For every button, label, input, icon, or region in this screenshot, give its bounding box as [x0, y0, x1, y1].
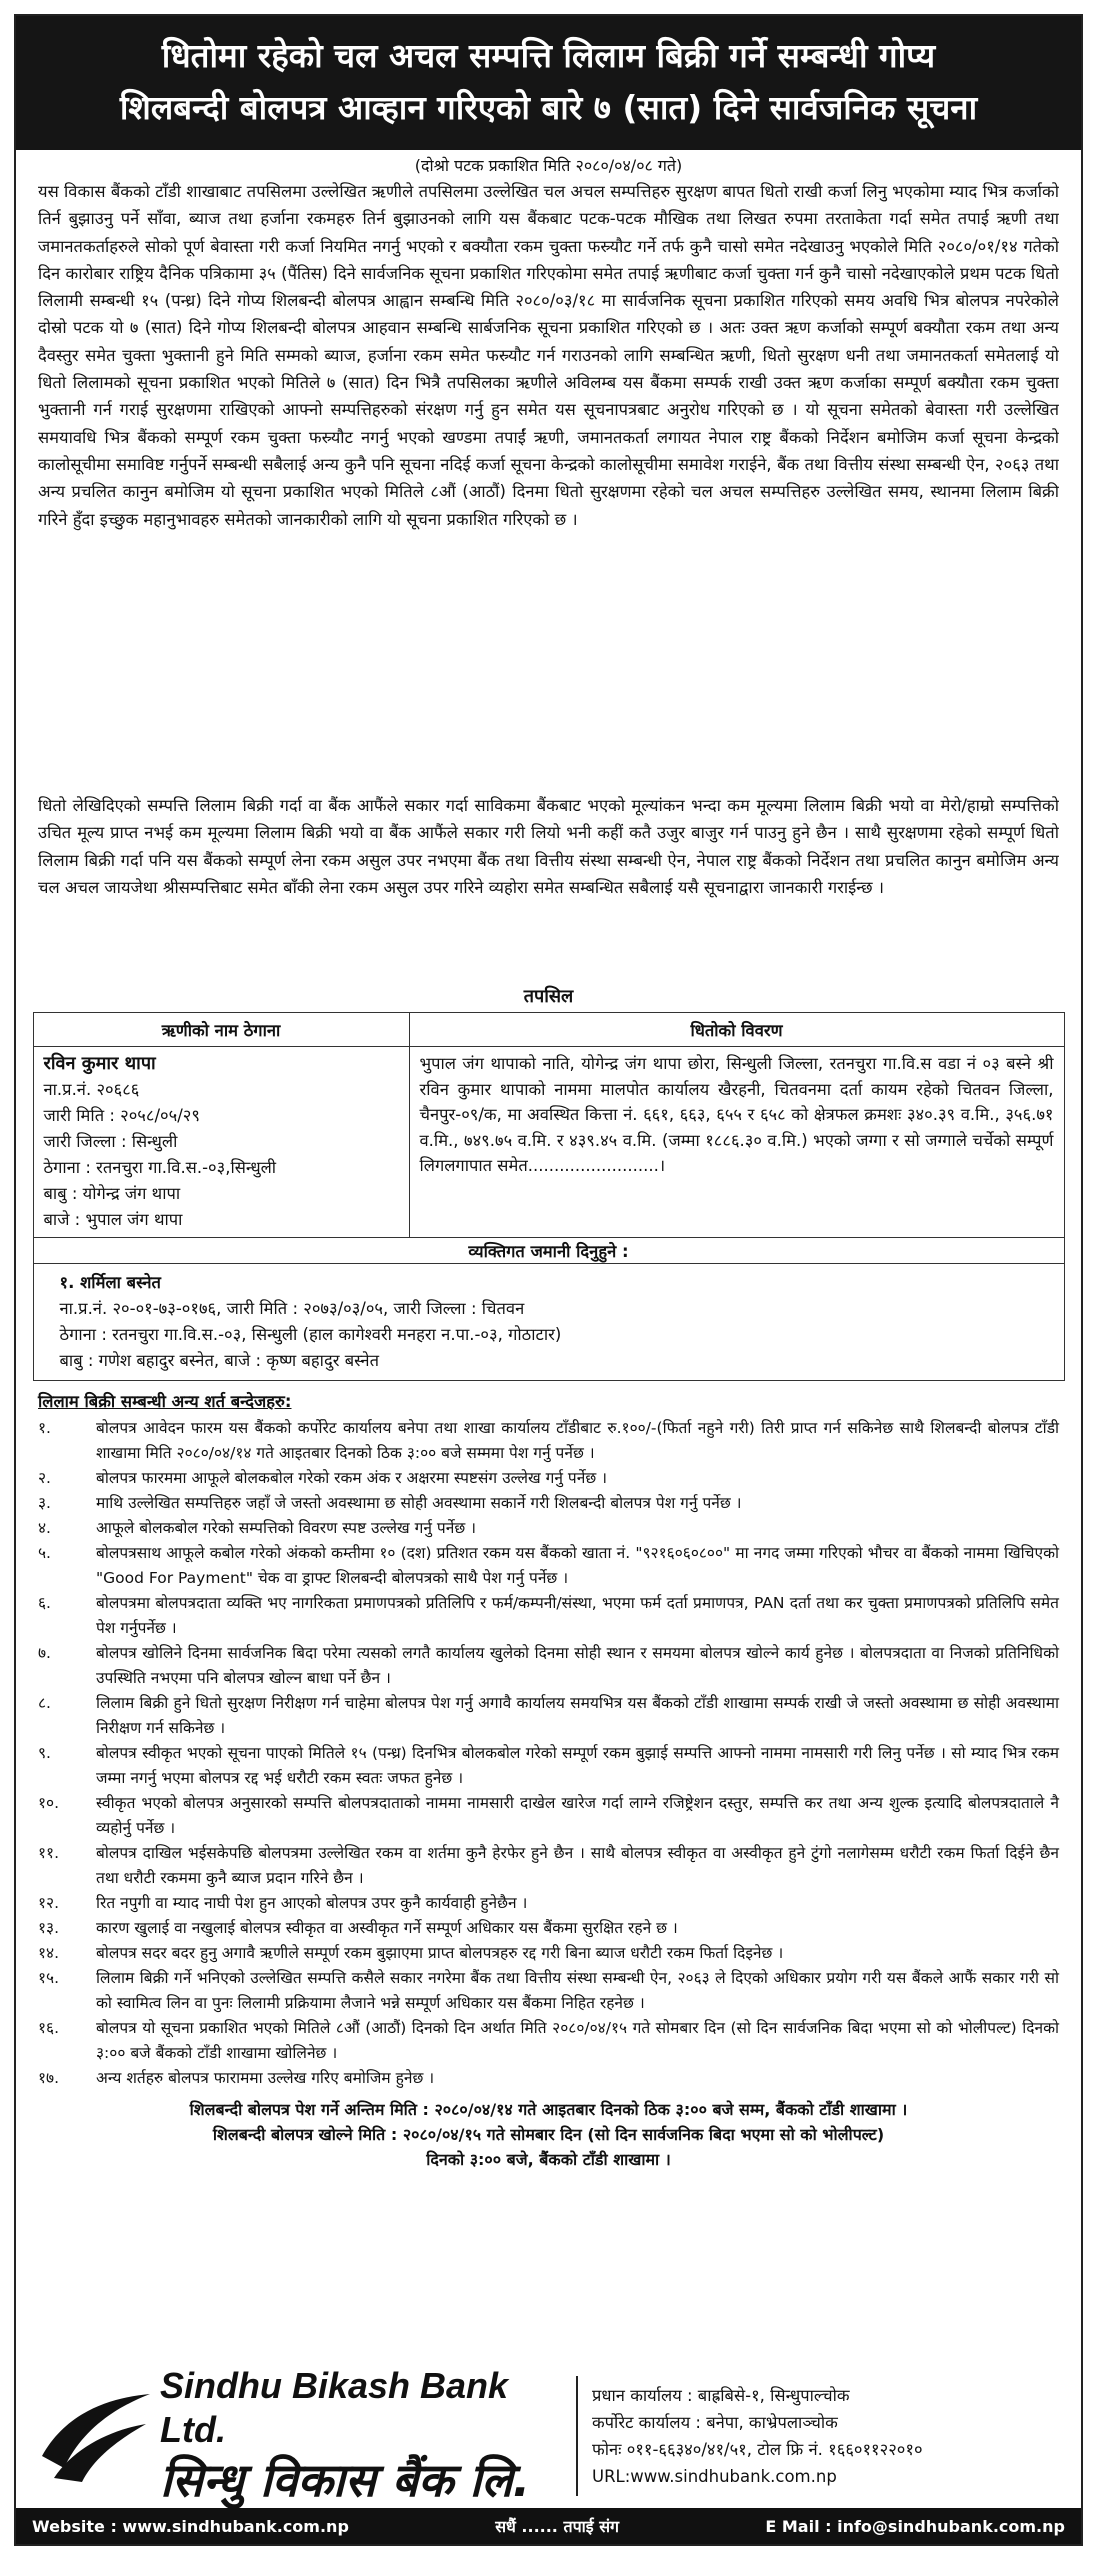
condition-text: आफूले बोलकबोल गरेको सम्पत्तिको विवरण स्पष्ट उल्लेख गर्नु पर्नेछ । — [96, 1519, 476, 1537]
condition-number: ५. — [38, 1544, 51, 1562]
guarantor-detail-line: ना.प्र.नं. २०-०१-७३-०१७६, जारी मिति : २०७३/०३/०५, जारी जिल्ला : चितवन — [59, 1299, 525, 1318]
condition-item — [38, 1516, 1059, 1541]
condition-number: १५. — [38, 1969, 60, 1987]
condition-text: बोलपत्र आवेदन फारम यस बैंकको कर्पोरेट कार्यालय बनेपा तथा शाखा कार्यालय टाँडीबाट रु.१००/-(फिर्ता नहुने गरी) तिरी प्राप्त गर्न सकिनेछ साथै शिलबन्दी बोलपत्र टाँडी शाखामा मिति २०८०/०४/१४ गते आइतबार दिनको ठिक ३:०० बजे सम्ममा पेश गर्नु पर्नेछ । — [96, 1419, 1059, 1462]
guarantor-detail-line: बाबु : गणेश बहादुर बस्नेत, बाजे : कृष्ण बहादुर बस्नेत — [59, 1351, 379, 1370]
condition-item — [38, 1841, 1059, 1891]
divider — [576, 2376, 578, 2496]
banner-title-line2: शिलबन्दी बोलपत्र आव्हान गरिएको बारे ७ (सात) दिने सार्वजनिक सूचना — [119, 88, 978, 127]
condition-item — [38, 1916, 1059, 1941]
condition-item — [38, 1591, 1059, 1641]
condition-text: बोलपत्र खोलिने दिनमा सार्वजनिक बिदा परेमा त्यसको लगतै कार्यालय खुलेको दिनमा सोही स्थान र समयमा बोलपत्र खोल्ने कार्य हुनेछ । बोलपत्रदाता वा निजको प्रतिनिधिको उपस्थिति नभएमा पनि बोलपत्र खोल्न बाधा पर्ने छैन । — [96, 1644, 1059, 1687]
notice-paragraph-2: धितो लेखिदिएको सम्पत्ति लिलाम बिक्री गर्दा वा बैंक आफैंले सकार गर्दा साविकमा बैंकबाट भएको मूल्यांकन भन्दा कम मूल्यमा लिलाम बिक्री भयो वा मेरो/हाम्रो सम्पत्तिको उचित मूल्य प्राप्त नभई कम मूल्यमा लिलाम बिक्री भयो वा बैंक आफैंले सकार गरी लियो भनी कहीं कतै उजुर बाजुर गर्न पाउनु हुने छैन । साथै सुरक्षणमा रहेको सम्पूर्ण धितो लिलाम बिक्री गर्दा पनि यस बैंकको सम्पूर्ण लेना रकम असुल उपर नभएमा बैंक तथा वित्तीय संस्था सम्बन्धी ऐन, नेपाल राष्ट्र बैंकको निर्देशन तथा प्रचलित कानुन बमोजिम अन्य चल अचल जायजेथा श्रीसम्पत्तिबाट समेत बाँकी लेना रकम असुल उपर गरिने व्यहोरा समेत सम्बन्धित सबैलाई यसै सूचनाद्वारा जानकारी गराईन्छ । — [38, 796, 1059, 897]
condition-text: कारण खुलाई वा नखुलाई बोलपत्र स्वीकृत वा अस्वीकृत गर्ने सम्पूर्ण अधिकार यस बैंकमा सुरक्षित रहने छ । — [96, 1919, 678, 1937]
condition-item — [38, 1791, 1059, 1841]
condition-text: अन्य शर्तहरु बोलपत्र फाराममा उल्लेख गरिए बमोजिम हुनेछ । — [96, 2069, 435, 2087]
bank-name-nepali: सिन्धु विकास बैंक लि. — [160, 2453, 531, 2507]
borrower-name: रविन कुमार थापा — [43, 1053, 156, 1074]
opening-date: शिलबन्दी बोलपत्र खोल्ने मिति : २०८०/०४/१५ गते सोमबार दिन (सो दिन सार्वजनिक बिदा भएमा सो को भोलीपल्ट) — [212, 2125, 885, 2144]
borrower-detail-line: जारी मिति : २०५८/०५/२९ — [43, 1106, 200, 1125]
condition-item — [38, 1466, 1059, 1491]
opening-time: दिनको ३:०० बजे, बैंकको टाँडी शाखामा । — [426, 2150, 671, 2169]
collateral-column-header: धितोको विवरण — [409, 1013, 1064, 1047]
tapasil-heading: तपसिल — [523, 986, 574, 1007]
borrower-column-header: ऋणीको नाम ठेगाना — [33, 1013, 409, 1047]
corporate-office: कर्पोरेट कार्यालय : बनेपा, काभ्रेपलाञ्चोक — [592, 2413, 838, 2432]
conditions-heading: लिलाम बिक्री सम्बन्धी अन्य शर्त बन्देजहरु: — [38, 1392, 292, 1411]
condition-text: बोलपत्र स्वीकृत भएको सूचना पाएको मितिले १५ (पन्ध्र) दिनभित्र बोलकबोल गरेको सम्पूर्ण रकम बुझाई सम्पत्ति आफ्नो नाममा नामसारी गरी लिनु पर्नेछ । सो म्याद भित्र रकम जम्मा नगर्नु भएमा बोलपत्र रद्द भई धरौटी रकम स्वतः जफत हुनेछ । — [96, 1744, 1059, 1787]
bank-name-english: Sindhu Bikash Bank Ltd. — [160, 2365, 509, 2450]
borrower-detail-line: बाजे : भुपाल जंग थापा — [43, 1210, 183, 1229]
condition-number: ४. — [38, 1519, 51, 1537]
condition-item — [38, 1966, 1059, 2016]
submission-deadline: शिलबन्दी बोलपत्र पेश गर्ने अन्तिम मिति : २०८०/०४/१४ गते आइतबार दिनको ठिक ३:०० बजे सम्म, बैंकको टाँडी शाखामा । — [189, 2100, 908, 2119]
condition-number: १७. — [38, 2069, 60, 2087]
collateral-cell: भुपाल जंग थापाको नाति, योगेन्द्र जंग थापा छोरा, सिन्धुली जिल्ला, रतनचुरा गा.वि.स वडा नं ०३ बस्ने श्री रविन कुमार थापाको नाममा मालपोत कार्यालय खैरहनी, चितवनमा दर्ता कायम रहेको चितवन जिल्ला, चैनपुर-०९/क, मा अवस्थित कित्ता नं. ६६१, ६६३, ६५५ र ६५८ को क्षेत्रफल क्रमशः ३४०.३९ व.मि., ३५६.७१ व.मि., ७४९.७५ व.मि. र ४३९.४५ व.मि. (जम्मा १८८६.३० व.मि.) भएको जग्गा र सो जग्गाले चर्चेको सम्पूर्ण लिगलगापात समेत.........................। — [409, 1047, 1064, 1238]
guarantor-cell — [33, 1264, 1064, 1381]
banner-title-line1: धितोमा रहेको चल अचल सम्पत्ति लिलाम बिक्री गर्ने सम्बन्धी गोप्य — [161, 36, 936, 75]
footer-email[interactable]: E Mail : info@sindhubank.com.np — [765, 2516, 1065, 2536]
condition-text: बोलपत्र सदर बदर हुनु अगावै ऋणीले सम्पूर्ण रकम बुझाएमा प्राप्त बोलपत्रहरु रद्द गरी बिना ब्याज धरौटी रकम फिर्ता दिइनेछ । — [96, 1944, 784, 1962]
bank-contact — [592, 2382, 923, 2490]
guarantor-detail-line: ठेगाना : रतनचुरा गा.वि.स.-०३, सिन्धुली (हाल कागेश्वरी मनहरा न.पा.-०३, गोठाटार) — [59, 1325, 562, 1344]
condition-number: ९. — [38, 1744, 51, 1762]
condition-text: बोलपत्र फारममा आफूले बोलकबोल गरेको रकम अंक र अक्षरमा स्पष्टसंग उल्लेख गर्नु पर्नेछ । — [96, 1469, 607, 1487]
condition-item — [38, 1541, 1059, 1591]
bank-logo — [16, 2364, 576, 2508]
condition-number: २. — [38, 1469, 51, 1487]
condition-number: १२. — [38, 1894, 60, 1912]
bank-url[interactable]: URL:www.sindhubank.com.np — [592, 2467, 837, 2486]
condition-number: ११. — [38, 1844, 60, 1862]
condition-text: बोलपत्र यो सूचना प्रकाशित भएको मितिले ८औं (आठौं) दिनको दिन अर्थात मिति २०८०/०४/१५ गते सोमबार दिन (सो दिन सार्वजनिक बिदा भएमा सो को भोलीपल्ट) दिनको ३:०० बजे बैंकको टाँडी शाखामा खोलिनेछ । — [96, 2019, 1059, 2062]
borrower-detail-line: ना.प्र.नं. २०६८६ — [43, 1080, 140, 1099]
condition-text: लिलाम बिक्री हुने धितो सुरक्षण निरीक्षण गर्न चाहेमा बोलपत्र पेश गर्नु अगावै कार्यालय समयभित्र यस बैंकको टाँडी शाखामा सम्पर्क राखी जे जस्तो अवस्थामा छ सोही अवस्थामा निरीक्षण गर्न सकिनेछ । — [96, 1694, 1059, 1737]
head-office: प्रधान कार्यालय : बाह्रबिसे-१, सिन्धुपाल्चोक — [592, 2386, 850, 2405]
borrower-detail-line: ठेगाना : रतनचुरा गा.वि.स.-०३,सिन्धुली — [43, 1158, 277, 1177]
notice-banner — [16, 16, 1081, 150]
guarantor-header: व्यक्तिगत जमानी दिनुहुने : — [33, 1238, 1064, 1264]
condition-item — [38, 1691, 1059, 1741]
bank-signature-block — [16, 2365, 1081, 2507]
condition-item — [38, 1491, 1059, 1516]
condition-number: १४. — [38, 1944, 60, 1962]
footer-website[interactable]: Website : www.sindhubank.com.np — [32, 2516, 349, 2536]
condition-text: बोलपत्र दाखिल भईसकेपछि बोलपत्रमा उल्लेखित रकम वा शर्तमा कुनै हेरफेर हुने छैन । साथै बोलपत्र स्वीकृत वा अस्वीकृत हुने टुंगो नलागेसम्म धरौटी रकम फिर्ता दिईने छैन तथा धरौटी रकममा कुनै ब्याज प्रदान गरिने छैन । — [96, 1844, 1059, 1887]
conditions-list — [38, 1416, 1059, 2091]
condition-number: ८. — [38, 1694, 51, 1712]
condition-number: १०. — [38, 1794, 60, 1812]
condition-item — [38, 1941, 1059, 1966]
notice-page — [14, 14, 1083, 2546]
condition-item — [38, 1641, 1059, 1691]
bank-logo-mark-icon — [34, 2386, 154, 2486]
condition-number: ६. — [38, 1594, 51, 1612]
condition-text: रित नपुगी वा म्याद नाघी पेश हुन आएको बोलपत्र उपर कुनै कार्यवाही हुनेछैन । — [96, 1894, 528, 1912]
condition-number: १६. — [38, 2019, 60, 2037]
footer-slogan: सधैं ...... तपाई संग — [495, 2517, 620, 2536]
condition-number: ७. — [38, 1644, 51, 1662]
guarantor-name: १. शर्मिला बस्नेत — [59, 1273, 161, 1292]
condition-text: बोलपत्रसाथ आफूले कबोल गरेको अंकको कम्तीमा १० (दश) प्रतिशत रकम यस बैंकको खाता नं. "९२१६०६०८००" मा नगद जम्मा गरिएको भौचर वा बैंकको नाममा खिचिएको "Good For Payment" चेक वा ड्राफ्ट शिलबन्दी बोलपत्रको साथै पेश गर्नु पर्नेछ । — [96, 1544, 1059, 1587]
phone-numbers: फोनः ०११-६६३४०/४१/५१, टोल फ्रि नं. १६६०११२२०१० — [592, 2440, 923, 2459]
footer-bar — [16, 2508, 1081, 2544]
borrower-cell — [33, 1047, 409, 1238]
condition-item — [38, 1416, 1059, 1466]
publish-date: (दोश्रो पटक प्रकाशित मिति २०८०/०४/०८ गते) — [414, 156, 683, 175]
deadline-block — [16, 2097, 1081, 2172]
condition-number: १३. — [38, 1919, 60, 1937]
condition-text: स्वीकृत भएको बोलपत्र अनुसारको सम्पत्ति बोलपत्रदाताको नाममा नामसारी दाखेल खारेज गर्दा लाग्ने रजिष्ट्रेशन दस्तुर, सम्पत्ति कर तथा अन्य शुल्क इत्यादि बोलपत्रदाताले नै व्यहोर्नु पर्नेछ । — [96, 1794, 1059, 1837]
condition-text: बोलपत्रमा बोलपत्रदाता व्यक्ति भए नागरिकता प्रमाणपत्रको प्रतिलिपि र फर्म/कम्पनी/संस्था, भएमा फर्म दर्ता प्रमाणपत्र, PAN दर्ता तथा कर चुक्ता प्रमाणपत्रको प्रतिलिपि समेत पेश गर्नुपर्नेछ । — [96, 1594, 1059, 1637]
condition-item — [38, 2016, 1059, 2066]
notice-paragraph-1: यस विकास बैंकको टाँडी शाखाबाट तपसिलमा उल्लेखित ऋणीले तपसिलमा उल्लेखित चल अचल सम्पत्तिहरु सुरक्षण बापत धितो राखी कर्जा लिनु भएकोमा म्याद भित्र कर्जाको तिर्न बुझाउनु पर्ने साँवा, ब्याज तथा हर्जाना रकमहरु तिर्न बुझाउनको लागि यस बैंकबाट पटक-पटक मौखिक तथा लिखत रुपमा तरताकेता गर्दा समेत तपाई ऋणी तथा जमानतकर्ताहरुले सोको पूर्ण बेवास्ता गरी कर्जा नियमित नगर्नु भएको र बक्यौता रकम चुक्ता फस्र्यौट गर्ने तर्फ कुनै चासो समेत नदेखाउनु भएकोले मिति २०८०/०१/१४ गतेको दिन कारोबार राष्ट्रिय दैनिक पत्रिकामा ३५ (पैंतिस) दिने सार्वजनिक सूचना प्रकाशित गरिएकोमा समेत तपाई ऋणीबाट कर्जा चुक्ता गर्न कुनै चासो नदेखाएकोले प्रथम पटक धितो लिलामी सम्बन्धी १५ (पन्ध्र) दिने गोप्य शिलबन्दी बोलपत्र आह्वान सम्बन्धि मिति २०८०/०३/१८ मा सार्वजनिक सूचना प्रकाशित गरिएको समय अवधि भित्र बोलपत्र नपरेकोले दोस्रो पटक यो ७ (सात) दिने गोप्य शिलबन्दी बोलपत्र आहवान सम्बन्धि सार्बजनिक सूचना प्रकाशित गरिएको छ । अतः उक्त ऋण कर्जाको सम्पूर्ण बक्यौता रकम तथा अन्य दैवस्तुर समेत चुक्ता भुक्तानी हुने मिति सम्मको ब्याज, हर्जाना रकम समेत फस्र्यौट गर्न गराउनको लागि सम्बन्धित ऋणी, धितो सुरक्षण धनी तथा जमानतकर्ता समेतलाई यो धितो लिलामको सूचना प्रकाशित भएको मितिले ७ (सात) दिन भित्रै तपसिलका ऋणीले अविलम्ब यस बैंकमा सम्पर्क राखी उक्त ऋण कर्जाका सम्पूर्ण बक्यौता रकम चुक्ता भुक्तानी गर्न गराई सुरक्षणमा राखिएको आफ्नो सम्पत्तिहरुको संरक्षण गर्नु हुन समेत यस सूचनापत्रबाट अनुरोध गरिएको छ । यो सूचना समेतको बेवास्ता गरी उल्लेखित समयावधि भित्र बैंकको सम्पूर्ण रकम चुक्ता फस्र्यौट नगर्नु भएको खण्डमा तपाईं ऋणी, जमानतकर्ता लगायत नेपाल राष्ट्र बैंकको निर्देशन बमोजिम कर्जा सूचना केन्द्रको कालोसूचीमा समाविष्ट गर्नुपर्ने सम्बन्धी सबैलाई अन्य कुनै पनि सूचना नदिई कर्जा सूचना केन्द्रको कालोसूचीमा समावेश गराईने, बैंक तथा वित्तीय संस्था सम्बन्धी ऐन, २०६३ तथा अन्य प्रचलित कानुन बमोजिम यो सूचना प्रकाशित भएको मितिले ८औं (आठौं) दिनमा धितो सुरक्षणमा रहेको चल अचल सम्पत्तिहरु उल्लेखित समय, स्थानमा लिलाम बिक्री गरिने हुँदा इच्छुक महानुभावहरु समेतको जानकारीको लागि यो सूचना प्रकाशित गरिएको छ । — [38, 182, 1059, 529]
condition-text: माथि उल्लेखित सम्पत्तिहरु जहाँ जे जस्तो अवस्थामा छ सोही अवस्थामा सकार्ने गरी शिलबन्दी बोलपत्र पेश गर्नु पर्नेछ । — [96, 1494, 742, 1512]
condition-text: लिलाम बिक्री गर्ने भनिएको उल्लेखित सम्पत्ति कसैले सकार नगरेमा बैंक तथा वित्तीय संस्था सम्बन्धी ऐन, २०६३ ले दिएको अधिकार प्रयोग गरी यस बैंकले आफैं सकार गरी सो को स्वामित्व लिन वा पुनः लिलामी प्रक्रियामा लैजाने भन्ने सम्पूर्ण अधिकार यस बैंकमा निहित रहनेछ । — [96, 1969, 1059, 2012]
condition-item — [38, 1741, 1059, 1791]
details-table — [33, 1012, 1065, 1381]
condition-number: १. — [38, 1419, 51, 1437]
condition-number: ३. — [38, 1494, 51, 1512]
condition-item — [38, 2066, 1059, 2091]
borrower-detail-line: बाबु : योगेन्द्र जंग थापा — [43, 1184, 181, 1203]
condition-item — [38, 1891, 1059, 1916]
borrower-detail-line: जारी जिल्ला : सिन्धुली — [43, 1132, 178, 1151]
